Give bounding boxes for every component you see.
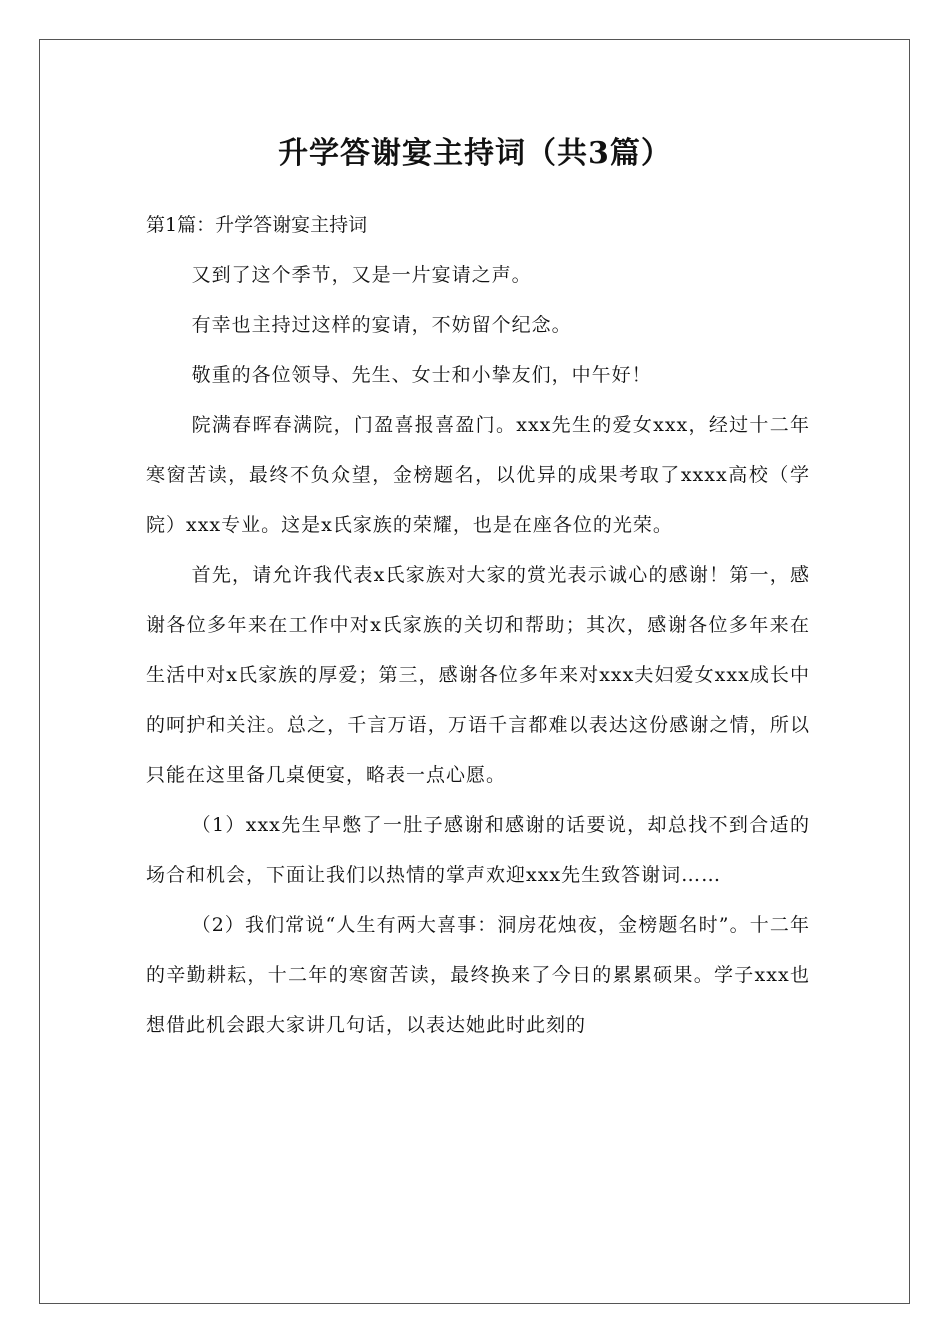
document-body <box>146 200 810 1050</box>
paragraph: 有幸也主持过这样的宴请，不妨留个纪念。 <box>191 314 572 336</box>
paragraph: （1）xxx先生早憋了一肚子感谢和感谢的话要说，却总找不到合适的场合和机会，下面让我们以热情的掌声欢迎xxx先生致答谢词…… <box>146 814 810 886</box>
paragraph: 首先，请允许我代表x氏家族对大家的赏光表示诚心的感谢！第一，感谢各位多年来在工作中对x氏家族的关切和帮助；其次，感谢各位多年来在生活中对x氏家族的厚爱；第三，感谢各位多年来对xxx夫妇爱女xxx成长中的呵护和关注。总之，千言万语，万语千言都难以表达这份感谢之情，所以只能在这里备几桌便宴，略表一点心愿。 <box>146 564 810 786</box>
paragraph: （2）我们常说“人生有两大喜事：洞房花烛夜，金榜题名时”。十二年的辛勤耕耘，十二年的寒窗苦读，最终换来了今日的累累硕果。学子xxx也想借此机会跟大家讲几句话，以表达她此时此刻的 <box>146 914 810 1036</box>
section-heading: 第1篇：升学答谢宴主持词 <box>146 214 368 236</box>
paragraph: 敬重的各位领导、先生、女士和小挚友们，中午好！ <box>191 364 652 386</box>
paragraph: 又到了这个季节，又是一片宴请之声。 <box>191 264 532 286</box>
paragraph: 院满春晖春满院，门盈喜报喜盈门。xxx先生的爱女xxx，经过十二年寒窗苦读，最终不负众望，金榜题名，以优异的成果考取了xxxx高校（学院）xxx专业。这是x氏家族的荣耀，也是在座各位的光荣。 <box>146 414 810 536</box>
document-title: 升学答谢宴主持词（共3篇） <box>278 136 672 171</box>
